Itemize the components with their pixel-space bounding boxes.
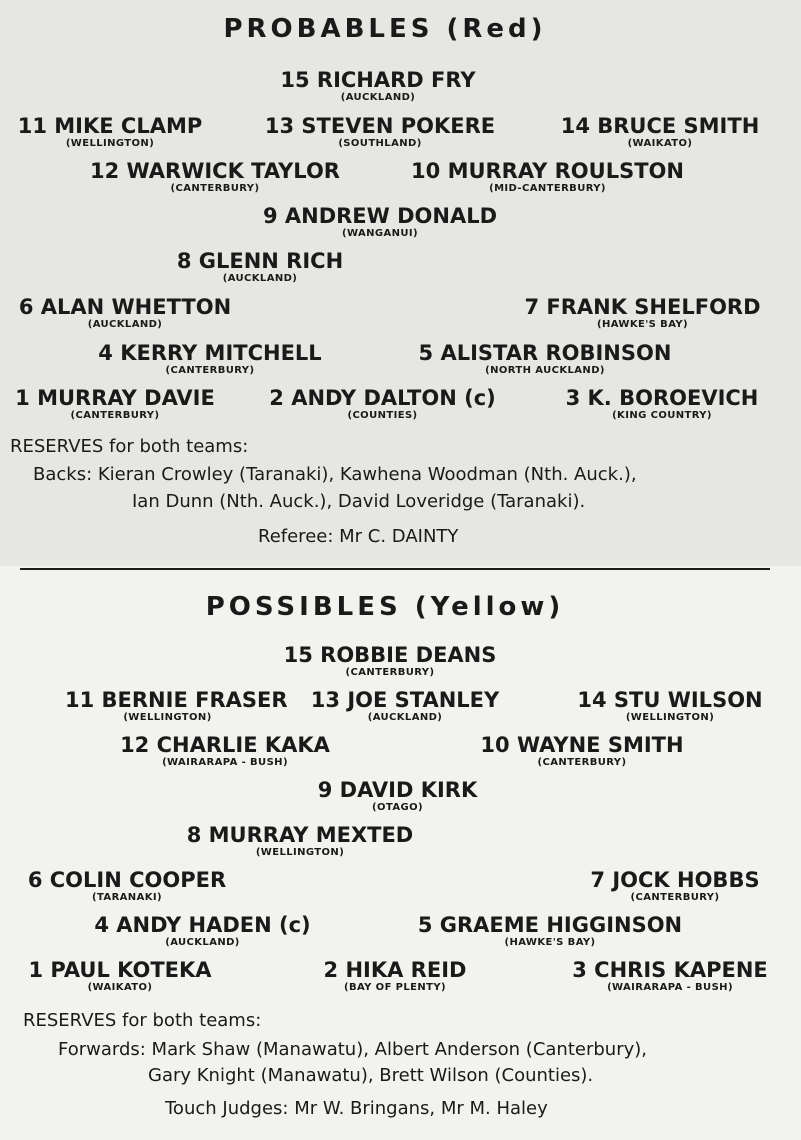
player-tighthead-prop (537, 386, 787, 421)
player-club: (WELLINGTON) (255, 847, 345, 858)
player-club: (WAIRARAPA - BUSH) (162, 757, 288, 768)
player-name: 5 GRAEME HIGGINSON (417, 913, 683, 937)
player-name: 14 STU WILSON (577, 688, 763, 712)
player-tighthead-prop (555, 958, 785, 993)
probables-reserves-line-2: Ian Dunn (Nth. Auck.), David Loveridge (Taranaki). (132, 491, 586, 512)
player-name: 6 ALAN WHETTON (18, 295, 232, 319)
player-openside-flanker (565, 868, 785, 903)
player-club: (NORTH AUCKLAND) (485, 365, 605, 376)
player-name: 14 BRUCE SMITH (560, 114, 760, 138)
player-name: 5 ALISTAR ROBINSON (418, 341, 672, 365)
player-halfback (250, 204, 510, 239)
player-number-eight (175, 823, 425, 858)
player-name: 12 WARWICK TAYLOR (90, 159, 340, 183)
probables-title: PROBABLES (Red) (223, 14, 547, 44)
player-club: (AUCKLAND) (340, 92, 416, 103)
player-club: (CANTERBURY) (70, 410, 160, 421)
player-right-wing (565, 688, 775, 723)
player-club: (BAY OF PLENTY) (343, 982, 447, 993)
player-club: (CANTERBURY) (630, 892, 720, 903)
player-name: 9 DAVID KIRK (317, 778, 478, 802)
player-club: (HAWKE'S BAY) (596, 319, 688, 330)
player-first-five (395, 159, 700, 194)
player-name: 3 K. BOROEVICH (565, 386, 759, 410)
probables-reserves-line-1: Backs: Kieran Crowley (Taranaki), Kawhena Woodman (Nth. Auck.), (33, 464, 637, 485)
player-fullback (270, 643, 510, 678)
player-left-wing (65, 688, 288, 723)
player-club: (CANTERBURY) (165, 365, 255, 376)
player-blindside-flanker (2, 868, 252, 903)
player-club: (AUCKLAND) (165, 937, 240, 948)
player-lock-right (405, 913, 695, 948)
player-name: 2 HIKA REID (323, 958, 467, 982)
player-second-five (100, 733, 350, 768)
player-right-wing (540, 114, 780, 149)
player-name: 15 RICHARD FRY (280, 68, 476, 92)
player-club: (CANTERBURY) (345, 667, 435, 678)
player-club: (AUCKLAND) (87, 319, 163, 330)
player-name: 7 JOCK HOBBS (590, 868, 760, 892)
player-club: (COUNTIES) (347, 410, 418, 421)
player-name: 10 MURRAY ROULSTON (411, 159, 684, 183)
player-lock-left (80, 913, 325, 948)
player-name: 8 GLENN RICH (176, 249, 344, 273)
player-name: 6 COLIN COOPER (27, 868, 227, 892)
player-club: (OTAGO) (372, 802, 423, 813)
touch-judges-line: Touch Judges: Mr W. Bringans, Mr M. Haley (165, 1098, 548, 1119)
player-club: (CANTERBURY) (537, 757, 627, 768)
player-club: (MID-CANTERBURY) (489, 183, 606, 194)
possibles-reserves-heading: RESERVES for both teams: (23, 1010, 262, 1031)
player-left-wing (0, 114, 220, 149)
player-lock-right (400, 341, 690, 376)
player-club: (WELLINGTON) (123, 712, 212, 723)
possibles-reserves-line-1: Forwards: Mark Shaw (Manawatu), Albert Anderson (Canterbury), (58, 1039, 647, 1060)
possibles-title: POSSIBLES (Yellow) (205, 592, 565, 622)
player-name: 7 FRANK SHELFORD (524, 295, 761, 319)
player-name: 13 STEVEN POKERE (264, 114, 496, 138)
probables-reserves-heading: RESERVES for both teams: (10, 436, 249, 457)
player-name: 15 ROBBIE DEANS (283, 643, 497, 667)
player-name: 3 CHRIS KAPENE (572, 958, 768, 982)
player-second-five (70, 159, 360, 194)
player-club: (WELLINGTON) (625, 712, 715, 723)
player-club: (KING COUNTRY) (612, 410, 712, 421)
player-club: (SOUTHLAND) (338, 138, 422, 149)
player-club: (CANTERBURY) (170, 183, 260, 194)
player-lock-left (80, 341, 340, 376)
player-number-eight (160, 249, 360, 284)
player-club: (WAIKATO) (87, 982, 153, 993)
player-fullback (268, 68, 488, 103)
player-name: 8 MURRAY MEXTED (186, 823, 414, 847)
player-name: 11 MIKE CLAMP (17, 114, 203, 138)
player-name: 2 ANDY DALTON (c) (269, 386, 496, 410)
player-loosehead-prop (15, 958, 225, 993)
player-hooker (250, 386, 515, 421)
player-name: 13 JOE STANLEY (310, 688, 500, 712)
player-halfback (300, 778, 495, 813)
referee-line: Referee: Mr C. DAINTY (258, 526, 459, 547)
player-name: 12 CHARLIE KAKA (120, 733, 330, 757)
player-name: 4 KERRY MITCHELL (98, 341, 322, 365)
player-club: (WAIKATO) (627, 138, 693, 149)
player-club: (HAWKE'S BAY) (504, 937, 596, 948)
player-first-five (462, 733, 702, 768)
possibles-reserves-line-2: Gary Knight (Manawatu), Brett Wilson (Counties). (148, 1065, 594, 1086)
player-centre (255, 114, 505, 149)
player-club: (AUCKLAND) (222, 273, 298, 284)
player-name: 1 PAUL KOTEKA (28, 958, 212, 982)
section-divider (20, 568, 770, 570)
player-club: (WAIRARAPA - BUSH) (607, 982, 733, 993)
player-club: (AUCKLAND) (367, 712, 443, 723)
player-openside-flanker (505, 295, 780, 330)
player-name: 11 BERNIE FRASER (65, 688, 288, 712)
player-centre (300, 688, 510, 723)
player-name: 1 MURRAY DAVIE (15, 386, 215, 410)
player-name: 9 ANDREW DONALD (262, 204, 498, 228)
player-name: 4 ANDY HADEN (c) (94, 913, 311, 937)
player-club: (WELLINGTON) (65, 138, 155, 149)
player-name: 10 WAYNE SMITH (480, 733, 684, 757)
player-club: (WANGANUI) (342, 228, 418, 239)
player-hooker (305, 958, 485, 993)
player-blindside-flanker (0, 295, 250, 330)
player-loosehead-prop (0, 386, 230, 421)
player-club: (TARANAKI) (92, 892, 162, 903)
